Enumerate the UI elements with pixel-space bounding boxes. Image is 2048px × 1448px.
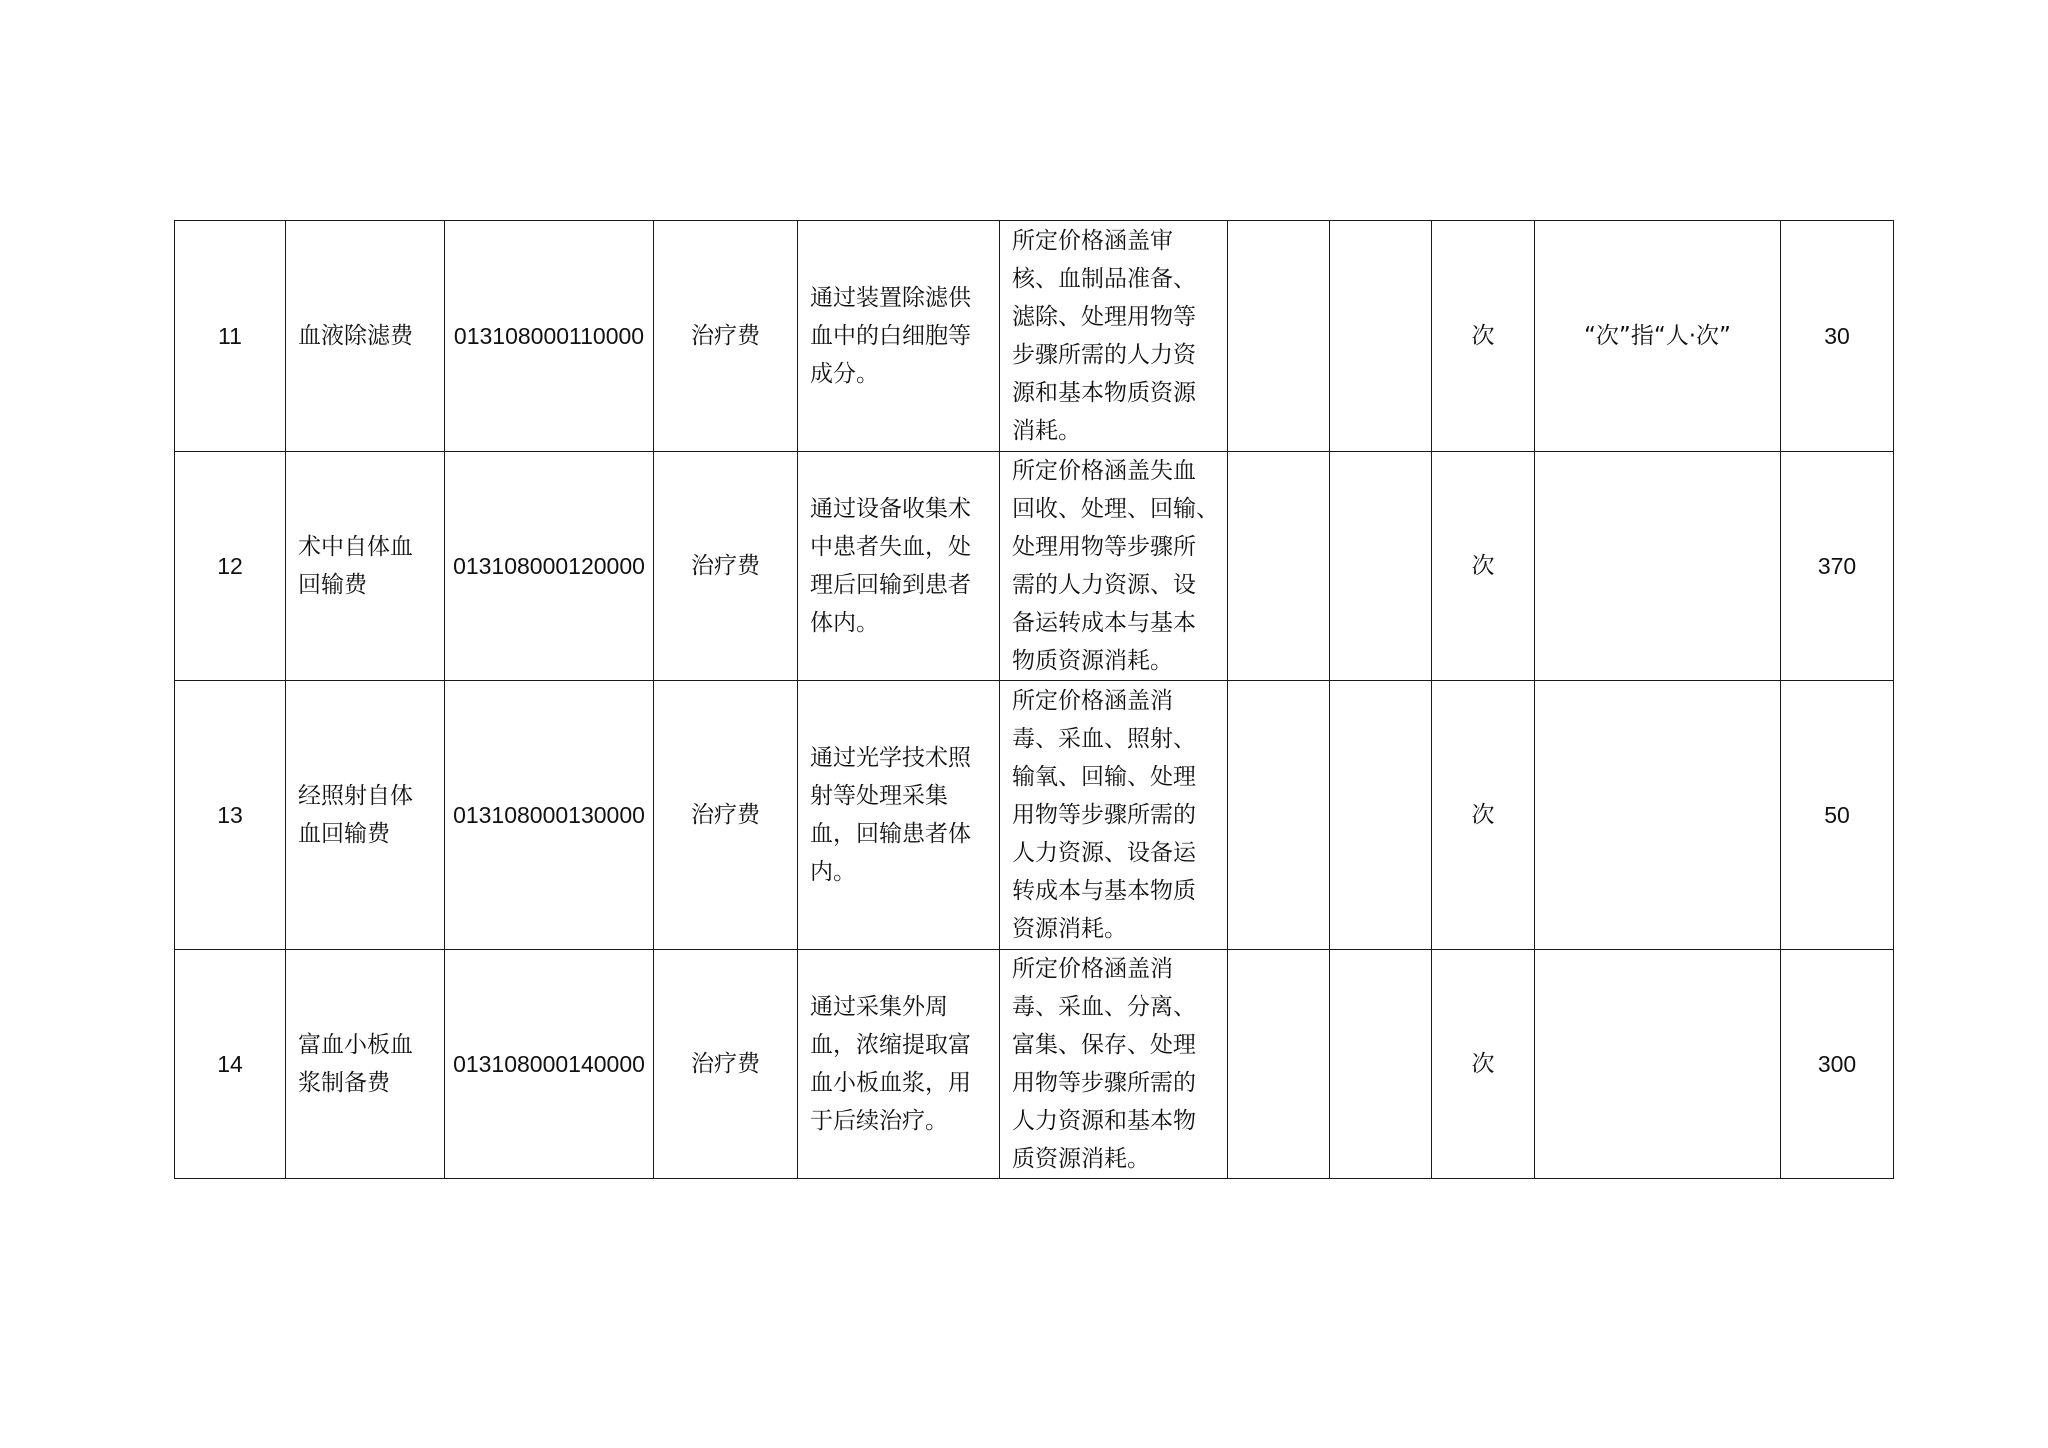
item-number-cell: 12 [175, 452, 286, 681]
item-code-cell: 013108000140000 [445, 950, 654, 1179]
item-number-cell: 14 [175, 950, 286, 1179]
note-cell [1535, 452, 1781, 681]
table-row [175, 452, 1894, 681]
note-cell [1535, 681, 1781, 950]
price-cell: 300 [1781, 950, 1894, 1179]
empty-cell [1228, 221, 1330, 452]
note-cell [1535, 950, 1781, 1179]
item-code-cell: 013108000120000 [445, 452, 654, 681]
table-row [175, 950, 1894, 1179]
unit-cell: 次 [1432, 221, 1535, 452]
empty-cell [1330, 681, 1432, 950]
item-name-cell: 术中自体血 回输费 [286, 452, 445, 681]
item-code-cell: 013108000130000 [445, 681, 654, 950]
table-row [175, 681, 1894, 950]
price-cell: 50 [1781, 681, 1894, 950]
price-cell: 370 [1781, 452, 1894, 681]
price-cell: 30 [1781, 221, 1894, 452]
service-content-cell: 通过装置除滤供 血中的白细胞等 成分。 [798, 221, 1000, 452]
empty-cell [1228, 681, 1330, 950]
empty-cell [1228, 950, 1330, 1179]
empty-cell [1330, 221, 1432, 452]
price-coverage-cell: 所定价格涵盖失血 回收、处理、回输、 处理用物等步骤所 需的人力资源、设 备运转成本与基本 物质资源消耗。 [1000, 452, 1228, 681]
item-name-cell: 经照射自体 血回输费 [286, 681, 445, 950]
empty-cell [1228, 452, 1330, 681]
item-number-cell: 13 [175, 681, 286, 950]
price-coverage-cell: 所定价格涵盖消 毒、采血、分离、 富集、保存、处理 用物等步骤所需的 人力资源和基本物 质资源消耗。 [1000, 950, 1228, 1179]
empty-cell [1330, 950, 1432, 1179]
unit-cell: 次 [1432, 452, 1535, 681]
price-coverage-cell: 所定价格涵盖消 毒、采血、照射、 输氧、回输、处理 用物等步骤所需的 人力资源、设备运 转成本与基本物质 资源消耗。 [1000, 681, 1228, 950]
item-number-cell: 11 [175, 221, 286, 452]
service-content-cell: 通过采集外周 血，浓缩提取富 血小板血浆，用 于后续治疗。 [798, 950, 1000, 1179]
fee-category-cell: 治疗费 [654, 950, 798, 1179]
fee-category-cell: 治疗费 [654, 681, 798, 950]
service-content-cell: 通过光学技术照 射等处理采集 血，回输患者体 内。 [798, 681, 1000, 950]
fee-category-cell: 治疗费 [654, 452, 798, 681]
empty-cell [1330, 452, 1432, 681]
service-content-cell: 通过设备收集术 中患者失血，处 理后回输到患者 体内。 [798, 452, 1000, 681]
unit-cell: 次 [1432, 681, 1535, 950]
fee-category-cell: 治疗费 [654, 221, 798, 452]
unit-cell: 次 [1432, 950, 1535, 1179]
item-name-cell: 富血小板血 浆制备费 [286, 950, 445, 1179]
pricing-table [174, 220, 1894, 1179]
note-cell: “次”指“人·次” [1535, 221, 1781, 452]
price-coverage-cell: 所定价格涵盖审 核、血制品准备、 滤除、处理用物等 步骤所需的人力资 源和基本物质资源 消耗。 [1000, 221, 1228, 452]
item-name-cell: 血液除滤费 [286, 221, 445, 452]
item-code-cell: 013108000110000 [445, 221, 654, 452]
table-row [175, 221, 1894, 452]
